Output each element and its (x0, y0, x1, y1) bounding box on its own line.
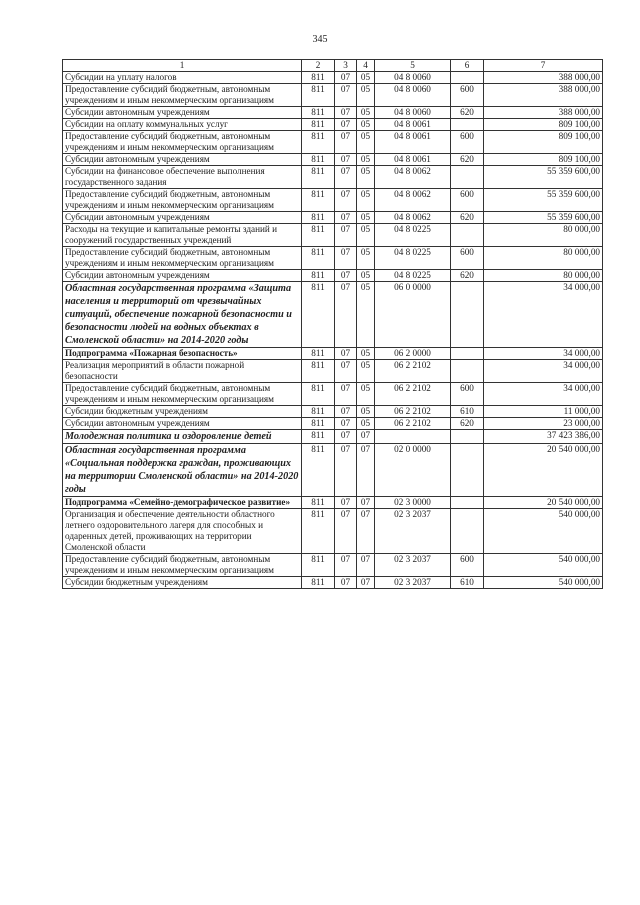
row-admin-code: 811 (302, 72, 335, 84)
row-description: Субсидии на оплату коммунальных услуг (63, 119, 302, 131)
header-col-6: 6 (451, 60, 484, 72)
row-section-code: 07 (335, 166, 357, 189)
row-amount: 23 000,00 (484, 418, 603, 430)
row-admin-code: 811 (302, 577, 335, 589)
row-subsection-code: 07 (357, 430, 375, 444)
page-number: 345 (312, 34, 328, 45)
row-description: Субсидии на уплату налогов (63, 72, 302, 84)
row-expense-type: 600 (451, 554, 484, 577)
table-row (63, 270, 603, 282)
row-section-code: 07 (335, 189, 357, 212)
row-amount: 34 000,00 (484, 282, 603, 348)
row-target-article: 02 3 2037 (375, 554, 451, 577)
row-description: Молодежная политика и оздоровление детей (63, 430, 302, 444)
row-description: Подпрограмма «Семейно-демографическое развитие» (63, 497, 302, 509)
row-target-article: 02 3 0000 (375, 497, 451, 509)
row-expense-type: 600 (451, 383, 484, 406)
row-section-code: 07 (335, 282, 357, 348)
row-target-article: 02 0 0000 (375, 444, 451, 497)
row-amount: 80 000,00 (484, 270, 603, 282)
row-section-code: 07 (335, 383, 357, 406)
row-description: Субсидии автономным учреждениям (63, 270, 302, 282)
row-admin-code: 811 (302, 348, 335, 360)
row-section-code: 07 (335, 360, 357, 383)
row-target-article: 04 8 0225 (375, 247, 451, 270)
table-row (63, 430, 603, 444)
row-subsection-code: 05 (357, 360, 375, 383)
row-admin-code: 811 (302, 282, 335, 348)
row-section-code: 07 (335, 154, 357, 166)
row-admin-code: 811 (302, 383, 335, 406)
table-row (63, 282, 603, 348)
row-target-article: 04 8 0225 (375, 224, 451, 247)
row-target-article: 06 0 0000 (375, 282, 451, 348)
row-expense-type: 620 (451, 107, 484, 119)
row-amount: 540 000,00 (484, 554, 603, 577)
row-subsection-code: 05 (357, 348, 375, 360)
row-target-article: 04 8 0061 (375, 119, 451, 131)
row-section-code: 07 (335, 497, 357, 509)
table-row (63, 444, 603, 497)
row-expense-type (451, 360, 484, 383)
row-subsection-code: 05 (357, 84, 375, 107)
row-expense-type: 610 (451, 577, 484, 589)
row-subsection-code: 05 (357, 247, 375, 270)
row-section-code: 07 (335, 212, 357, 224)
table-row (63, 406, 603, 418)
row-expense-type (451, 224, 484, 247)
row-amount: 37 423 386,00 (484, 430, 603, 444)
row-admin-code: 811 (302, 119, 335, 131)
row-admin-code: 811 (302, 212, 335, 224)
row-expense-type (451, 348, 484, 360)
row-expense-type (451, 166, 484, 189)
header-col-3: 3 (335, 60, 357, 72)
row-expense-type: 620 (451, 154, 484, 166)
row-target-article: 06 2 2102 (375, 406, 451, 418)
row-expense-type: 620 (451, 270, 484, 282)
row-amount: 20 540 000,00 (484, 497, 603, 509)
row-expense-type (451, 119, 484, 131)
header-col-7: 7 (484, 60, 603, 72)
row-description: Субсидии автономным учреждениям (63, 154, 302, 166)
row-section-code: 07 (335, 72, 357, 84)
row-amount: 809 100,00 (484, 154, 603, 166)
row-subsection-code: 05 (357, 166, 375, 189)
row-section-code: 07 (335, 348, 357, 360)
row-expense-type: 610 (451, 406, 484, 418)
table-row (63, 509, 603, 554)
row-section-code: 07 (335, 430, 357, 444)
row-admin-code: 811 (302, 189, 335, 212)
row-target-article: 04 8 0061 (375, 131, 451, 154)
row-target-article: 04 8 0060 (375, 107, 451, 119)
row-amount: 809 100,00 (484, 119, 603, 131)
row-admin-code: 811 (302, 406, 335, 418)
row-expense-type (451, 282, 484, 348)
row-target-article: 06 2 0000 (375, 348, 451, 360)
header-col-5: 5 (375, 60, 451, 72)
row-target-article: 04 8 0062 (375, 189, 451, 212)
row-expense-type: 620 (451, 418, 484, 430)
row-amount: 11 000,00 (484, 406, 603, 418)
row-subsection-code: 05 (357, 270, 375, 282)
row-subsection-code: 05 (357, 107, 375, 119)
table-header-row (63, 60, 603, 72)
budget-table (62, 59, 603, 589)
row-subsection-code: 07 (357, 577, 375, 589)
row-expense-type: 600 (451, 247, 484, 270)
row-admin-code: 811 (302, 224, 335, 247)
row-section-code: 07 (335, 84, 357, 107)
row-admin-code: 811 (302, 154, 335, 166)
table-row (63, 119, 603, 131)
row-description: Субсидии автономным учреждениям (63, 418, 302, 430)
row-section-code: 07 (335, 418, 357, 430)
row-section-code: 07 (335, 554, 357, 577)
row-expense-type (451, 430, 484, 444)
row-section-code: 07 (335, 270, 357, 282)
row-amount: 20 540 000,00 (484, 444, 603, 497)
row-description: Субсидии на финансовое обеспечение выполнения государственного задания (63, 166, 302, 189)
row-description: Субсидии автономным учреждениям (63, 212, 302, 224)
table-row (63, 72, 603, 84)
row-target-article: 02 3 2037 (375, 509, 451, 554)
row-admin-code: 811 (302, 270, 335, 282)
row-description: Областная государственная программа «Защита населения и территорий от чрезвычайных ситуаций, обеспечение пожарной безопасности и безопасности людей на водных объектах в Смоленской области» на 2014-2020 годы (63, 282, 302, 348)
row-subsection-code: 05 (357, 418, 375, 430)
row-description: Предоставление субсидий бюджетным, автономным учреждениям и иным некоммерческим организациям (63, 131, 302, 154)
row-expense-type (451, 72, 484, 84)
table-row (63, 554, 603, 577)
row-section-code: 07 (335, 224, 357, 247)
row-subsection-code: 07 (357, 444, 375, 497)
row-target-article: 06 2 2102 (375, 383, 451, 406)
row-amount: 55 359 600,00 (484, 166, 603, 189)
row-subsection-code: 05 (357, 406, 375, 418)
row-subsection-code: 05 (357, 72, 375, 84)
row-description: Организация и обеспечение деятельности областного летнего оздоровительного лагеря для способных и одаренных детей, проживающих на территории Смоленской области (63, 509, 302, 554)
row-amount: 55 359 600,00 (484, 189, 603, 212)
table-row (63, 107, 603, 119)
table-row (63, 131, 603, 154)
row-description: Подпрограмма «Пожарная безопасность» (63, 348, 302, 360)
row-target-article: 04 8 0225 (375, 270, 451, 282)
row-expense-type: 600 (451, 84, 484, 107)
row-expense-type: 600 (451, 131, 484, 154)
row-target-article: 04 8 0062 (375, 166, 451, 189)
row-subsection-code: 05 (357, 212, 375, 224)
row-target-article: 04 8 0061 (375, 154, 451, 166)
row-description: Областная государственная программа «Социальная поддержка граждан, проживающих на территории Смоленской области» на 2014-2020 годы (63, 444, 302, 497)
table-row (63, 212, 603, 224)
header-col-4: 4 (357, 60, 375, 72)
row-description: Предоставление субсидий бюджетным, автономным учреждениям и иным некоммерческим организациям (63, 554, 302, 577)
row-description: Предоставление субсидий бюджетным, автономным учреждениям и иным некоммерческим организациям (63, 383, 302, 406)
row-amount: 809 100,00 (484, 131, 603, 154)
row-subsection-code: 07 (357, 497, 375, 509)
table-row (63, 348, 603, 360)
table-row (63, 189, 603, 212)
row-section-code: 07 (335, 119, 357, 131)
table-row (63, 224, 603, 247)
table-row (63, 383, 603, 406)
row-description: Предоставление субсидий бюджетным, автономным учреждениям и иным некоммерческим организациям (63, 189, 302, 212)
row-amount: 540 000,00 (484, 577, 603, 589)
row-admin-code: 811 (302, 444, 335, 497)
row-admin-code: 811 (302, 554, 335, 577)
row-target-article: 04 8 0060 (375, 72, 451, 84)
table-row (63, 497, 603, 509)
table-body (63, 72, 603, 589)
table-row (63, 84, 603, 107)
row-description: Субсидии бюджетным учреждениям (63, 406, 302, 418)
row-subsection-code: 05 (357, 131, 375, 154)
table-row (63, 247, 603, 270)
row-description: Предоставление субсидий бюджетным, автономным учреждениям и иным некоммерческим организациям (63, 247, 302, 270)
row-expense-type: 600 (451, 189, 484, 212)
row-subsection-code: 07 (357, 554, 375, 577)
row-amount: 34 000,00 (484, 348, 603, 360)
row-section-code: 07 (335, 444, 357, 497)
row-target-article (375, 430, 451, 444)
row-admin-code: 811 (302, 247, 335, 270)
row-amount: 34 000,00 (484, 383, 603, 406)
row-subsection-code: 05 (357, 224, 375, 247)
row-subsection-code: 05 (357, 282, 375, 348)
row-section-code: 07 (335, 509, 357, 554)
row-target-article: 02 3 2037 (375, 577, 451, 589)
row-target-article: 04 8 0060 (375, 84, 451, 107)
row-subsection-code: 05 (357, 189, 375, 212)
row-expense-type (451, 444, 484, 497)
row-amount: 540 000,00 (484, 509, 603, 554)
table-row (63, 577, 603, 589)
row-subsection-code: 05 (357, 119, 375, 131)
row-admin-code: 811 (302, 418, 335, 430)
row-description: Субсидии автономным учреждениям (63, 107, 302, 119)
row-target-article: 06 2 2102 (375, 418, 451, 430)
row-admin-code: 811 (302, 360, 335, 383)
row-description: Предоставление субсидий бюджетным, автономным учреждениям и иным некоммерческим организациям (63, 84, 302, 107)
row-description: Субсидии бюджетным учреждениям (63, 577, 302, 589)
table-row (63, 418, 603, 430)
row-section-code: 07 (335, 247, 357, 270)
row-amount: 388 000,00 (484, 84, 603, 107)
row-subsection-code: 07 (357, 509, 375, 554)
row-expense-type (451, 497, 484, 509)
row-section-code: 07 (335, 577, 357, 589)
row-amount: 34 000,00 (484, 360, 603, 383)
header-col-2: 2 (302, 60, 335, 72)
row-subsection-code: 05 (357, 383, 375, 406)
row-section-code: 07 (335, 131, 357, 154)
row-expense-type: 620 (451, 212, 484, 224)
row-description: Реализация мероприятий в области пожарной безопасности (63, 360, 302, 383)
table-row (63, 360, 603, 383)
row-admin-code: 811 (302, 497, 335, 509)
row-amount: 388 000,00 (484, 107, 603, 119)
row-section-code: 07 (335, 406, 357, 418)
row-subsection-code: 05 (357, 154, 375, 166)
table-row (63, 166, 603, 189)
row-target-article: 04 8 0062 (375, 212, 451, 224)
row-amount: 388 000,00 (484, 72, 603, 84)
header-col-1: 1 (63, 60, 302, 72)
row-amount: 55 359 600,00 (484, 212, 603, 224)
row-expense-type (451, 509, 484, 554)
row-admin-code: 811 (302, 509, 335, 554)
row-admin-code: 811 (302, 166, 335, 189)
row-admin-code: 811 (302, 131, 335, 154)
row-admin-code: 811 (302, 430, 335, 444)
row-target-article: 06 2 2102 (375, 360, 451, 383)
row-section-code: 07 (335, 107, 357, 119)
row-admin-code: 811 (302, 107, 335, 119)
row-amount: 80 000,00 (484, 224, 603, 247)
row-description: Расходы на текущие и капитальные ремонты зданий и сооружений государственных учреждений (63, 224, 302, 247)
table-row (63, 154, 603, 166)
row-admin-code: 811 (302, 84, 335, 107)
row-amount: 80 000,00 (484, 247, 603, 270)
